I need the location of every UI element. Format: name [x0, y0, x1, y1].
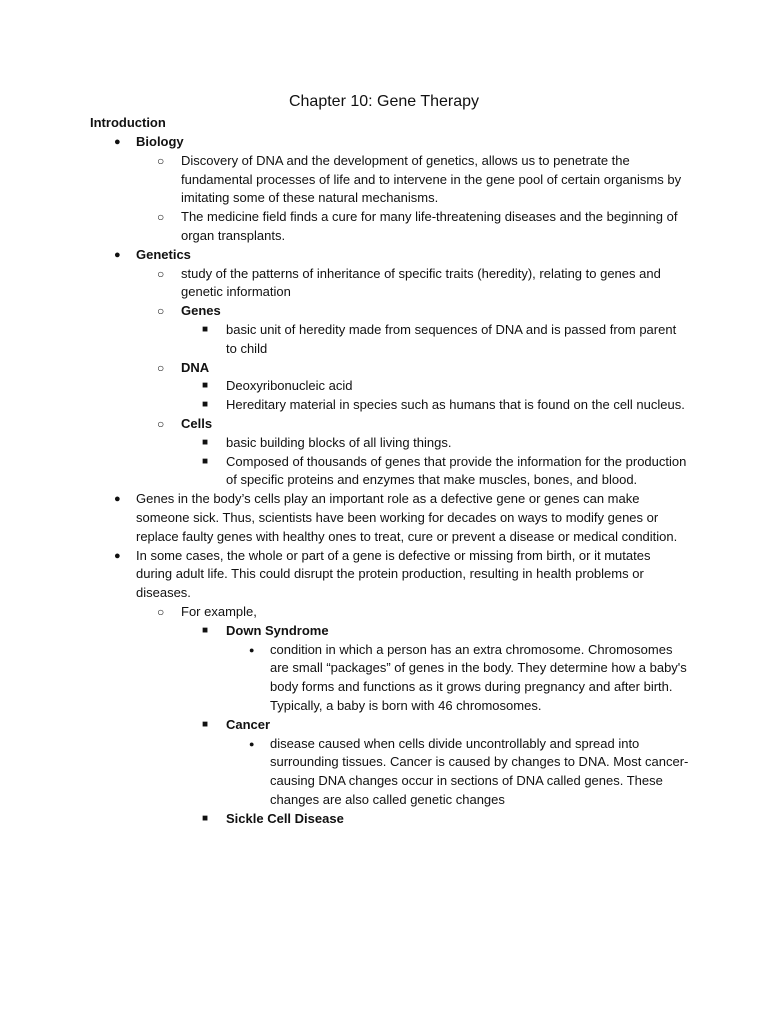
list-item-level-3 [90, 377, 690, 396]
list-item-level-2 [90, 415, 690, 434]
list-item-level-2 [90, 603, 690, 622]
list-item-level-3 [90, 396, 690, 415]
list-item-level-2 [90, 208, 690, 246]
bullet-marker: ● [114, 493, 121, 506]
list-item-level-3 [90, 622, 690, 641]
list-item-level-3 [90, 321, 690, 359]
bullet-marker: ○ [157, 604, 165, 619]
bullet-marker: ● [249, 738, 255, 749]
list-item-level-1 [90, 547, 690, 603]
list-item-level-2 [90, 152, 690, 208]
list-item-text: Cells [181, 415, 213, 431]
list-item-text: In some cases, the whole or part of a gene is defective or missing from birth, or it mutates during adult life. This could disrupt the protein production, resulting in health problems or diseases. [136, 547, 651, 601]
list-item-text: Discovery of DNA and the development of genetics, allows us to penetrate the fundamental processes of life and to intervene in the gene pool of certain organisms by imitating some of these natural mechanisms. [181, 152, 682, 206]
list-item-text: basic building blocks of all living things. [226, 434, 452, 450]
list-item-text: study of the patterns of inheritance of specific traits (heredity), relating to genes and genetic information [181, 265, 661, 300]
list-item-text: Deoxyribonucleic acid [226, 378, 353, 394]
list-item-text: For example, [181, 603, 257, 619]
bullet-marker: ○ [157, 416, 165, 431]
list-item-level-1 [90, 490, 690, 546]
bullet-marker: ○ [157, 360, 165, 375]
bullet-marker: ○ [157, 153, 165, 168]
list-item-level-1 [90, 246, 690, 265]
bullet-marker: ○ [157, 304, 165, 319]
bullet-marker: ■ [202, 455, 209, 467]
bullet-marker: ■ [202, 812, 209, 824]
list-item-level-3 [90, 716, 690, 735]
list-item-level-3 [90, 810, 690, 829]
list-item-text: DNA [181, 359, 210, 375]
list-item-text: basic unit of heredity made from sequences of DNA and is passed from parent to child [226, 321, 677, 356]
outline-list [90, 133, 690, 828]
list-item-text: disease caused when cells divide uncontrollably and spread into surrounding tissues. Cancer is caused by changes to DNA. Most cancer-causing DNA changes occur in sections of DNA called genes. These changes are also called genetic changes [270, 735, 689, 807]
list-item-text: Genes [181, 303, 221, 319]
list-item-text: Hereditary material in species such as humans that is found on the cell nucleus. [226, 397, 685, 413]
list-item-level-1 [90, 133, 690, 152]
bullet-marker: ○ [157, 210, 165, 225]
list-item-level-4 [90, 735, 690, 810]
bullet-marker: ● [114, 549, 121, 562]
bullet-marker: ● [249, 644, 255, 655]
page-title: Chapter 10: Gene Therapy [288, 93, 480, 110]
bullet-marker: ■ [202, 323, 209, 335]
list-item-text: Sickle Cell Disease [226, 810, 344, 826]
bullet-marker: ● [114, 136, 121, 148]
list-item-level-2 [90, 359, 690, 378]
list-item-text: The medicine field finds a cure for many life-threatening diseases and the beginning of organ transplants. [181, 209, 678, 243]
list-item-text: condition in which a person has an extra chromosome. Chromosomes are small “packages” of genes in the body. They determine how a baby's body forms and functions as it grows during pregnancy and after birth. Typically, a baby is born with 46 chromosomes. [270, 641, 687, 713]
section-heading-introduction: Introduction [90, 115, 166, 130]
bullet-marker: ■ [202, 380, 209, 392]
list-item-level-3 [90, 453, 690, 491]
list-item-level-4 [90, 641, 690, 716]
list-item-level-2 [90, 265, 690, 303]
list-item-text: Genetics [136, 246, 191, 262]
list-item-text: Biology [136, 134, 184, 149]
bullet-marker: ● [114, 248, 121, 261]
list-item-text: Genes in the body’s cells play an important role as a defective gene or genes can make someone sick. Thus, scientists have been working for decades on ways to modify genes or replace faulty genes with healthy ones to treat, cure or prevent a disease or medical condition. [136, 491, 678, 544]
list-item-text: Cancer [226, 716, 271, 732]
bullet-marker: ■ [202, 436, 209, 448]
list-item-text: Composed of thousands of genes that provide the information for the production of specific proteins and enzymes that make muscles, bones, and blood. [226, 453, 687, 488]
list-item-level-3 [90, 434, 690, 453]
bullet-marker: ■ [202, 718, 209, 730]
list-item-text: Down Syndrome [226, 622, 329, 638]
bullet-marker: ■ [202, 399, 209, 411]
bullet-marker: ■ [202, 624, 209, 636]
bullet-marker: ○ [157, 266, 165, 281]
list-item-level-2 [90, 302, 690, 321]
